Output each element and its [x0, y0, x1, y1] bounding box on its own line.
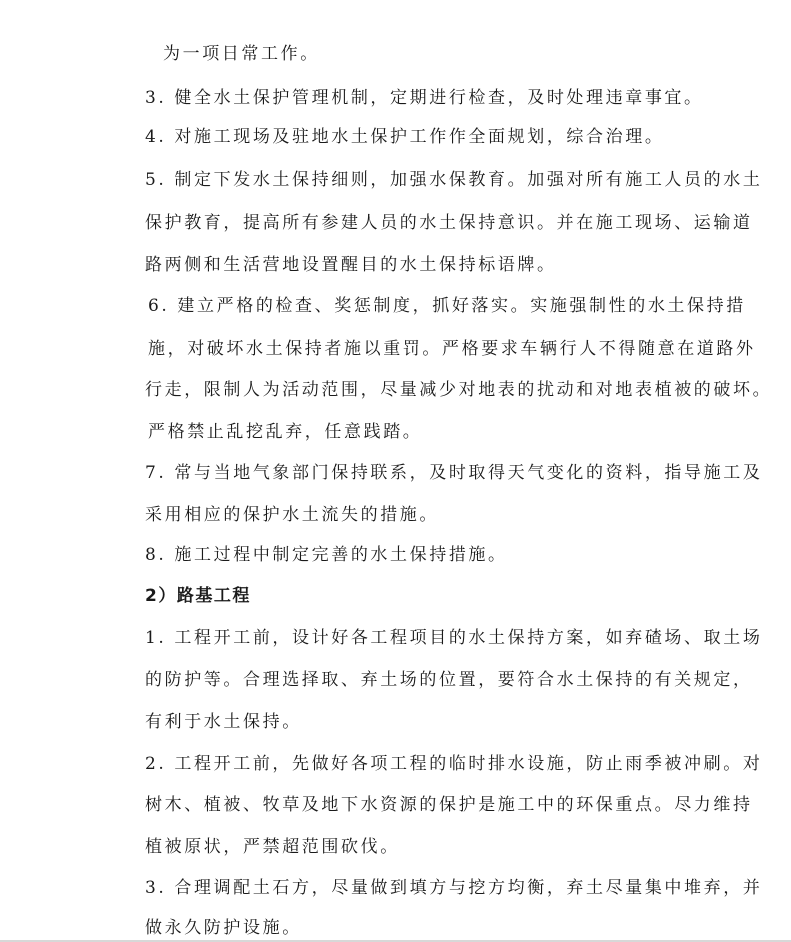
list-item-5-line-1: 5. 制定下发水土保持细则，加强水保教育。加强对所有施工人员的水土	[145, 170, 763, 190]
section-heading: 2）路基工程	[145, 586, 251, 606]
list-item-5-line-3: 路两侧和生活营地设置醒目的水土保持标语牌。	[145, 255, 557, 275]
list-item-6-line-3: 行走，限制人为活动范围，尽量减少对地表的扰动和对地表植被的破坏。	[145, 380, 773, 400]
roadbed-item-2-line-1: 2. 工程开工前，先做好各项工程的临时排水设施，防止雨季被冲刷。对	[145, 754, 763, 774]
text-line-continuation: 为一项日常工作。	[163, 44, 320, 64]
roadbed-item-2-line-2: 树木、植被、牧草及地下水资源的保护是施工中的环保重点。尽力维持	[145, 795, 753, 815]
roadbed-item-2-line-3: 植被原状，严禁超范围砍伐。	[145, 837, 400, 857]
roadbed-item-1-line-2: 的防护等。合理选择取、弃土场的位置，要符合水土保持的有关规定，	[145, 670, 753, 690]
list-item-8: 8. 施工过程中制定完善的水土保持措施。	[145, 545, 508, 565]
list-item-6-line-2: 施，对破坏水土保持者施以重罚。严格要求车辆行人不得随意在道路外	[148, 339, 756, 359]
list-item-6-line-4: 严格禁止乱挖乱弃，任意践踏。	[148, 422, 423, 442]
roadbed-item-3-line-1: 3. 合理调配土石方，尽量做到填方与挖方均衡，弃土尽量集中堆弃，并	[145, 878, 763, 898]
list-item-4: 4. 对施工现场及驻地水土保护工作作全面规划，综合治理。	[145, 127, 665, 147]
list-item-7-line-2: 采用相应的保护水土流失的措施。	[145, 505, 439, 525]
list-item-7-line-1: 7. 常与当地气象部门保持联系，及时取得天气变化的资料，指导施工及	[145, 463, 763, 483]
roadbed-item-1-line-3: 有利于水土保持。	[145, 712, 302, 732]
list-item-3: 3. 健全水土保护管理机制，定期进行检查，及时处理违章事宜。	[145, 88, 704, 108]
list-item-6-line-1: 6. 建立严格的检查、奖惩制度，抓好落实。实施强制性的水土保持措	[148, 296, 746, 316]
roadbed-item-1-line-1: 1. 工程开工前，设计好各工程项目的水土保持方案，如弃碴场、取土场	[145, 628, 763, 648]
roadbed-item-3-line-2: 做永久防护设施。	[145, 918, 302, 938]
list-item-5-line-2: 保护教育，提高所有参建人员的水土保持意识。并在施工现场、运输道	[145, 213, 753, 233]
